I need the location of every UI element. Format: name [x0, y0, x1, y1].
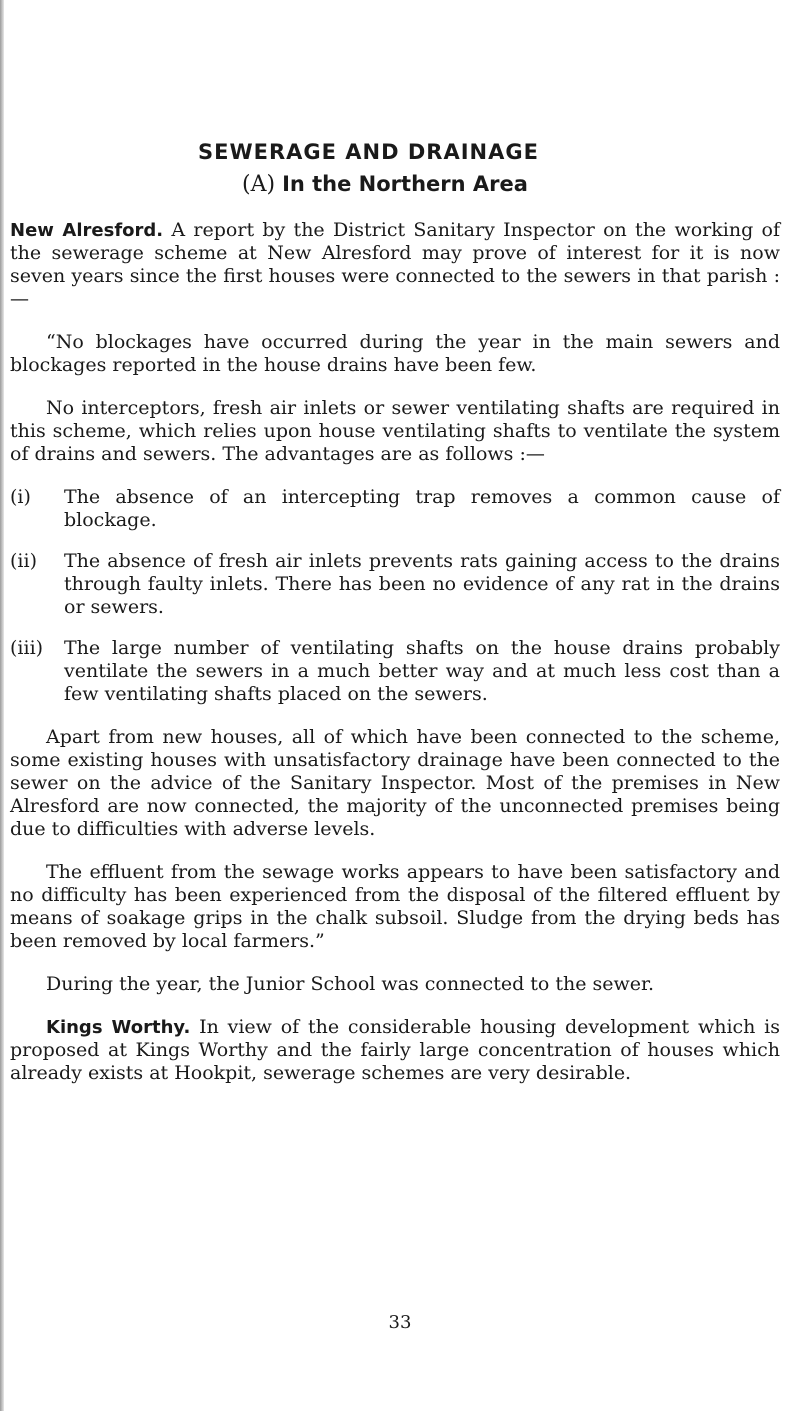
- list-item-number: (i): [10, 486, 31, 508]
- quote-paragraph-4: The effluent from the sewage works appears to have been satisfactory and no difficulty has been experienced from the disposal of the filtered effluent by means of soakage grips in the chalk subsoil. Sludge from the drying beds has been removed by local farmers.”: [10, 861, 780, 952]
- list-item: [10, 637, 780, 706]
- quote-paragraph-2: No interceptors, fresh air inlets or sewer ventilating shafts are required in this scheme, which relies upon house ventilating shafts to ventilate the system of drains and sewers. The advantages are as follows :—: [10, 397, 780, 465]
- list-item-number: (iii): [10, 637, 44, 659]
- quote-paragraph-1: “No blockages have occurred during the year in the main sewers and blockages reported in the house drains have been few.: [10, 331, 780, 376]
- new-alresford-intro-text: A report by the District Sanitary Inspector on the working of the sewerage scheme at New Alresford may prove of interest for it is now seven years since the first houses were connected to the sewers in that parish :—: [10, 219, 780, 310]
- page-number: 33: [388, 1312, 412, 1333]
- subsection-prefix: (A): [242, 172, 276, 197]
- new-alresford-intro: [10, 219, 780, 311]
- list-item-text: The large number of ventilating shafts on the house drains probably ventilate the sewers in a much better way and at much less cost than a few ventilating shafts placed on the sewers.: [64, 637, 780, 705]
- kings-worthy-run-in: Kings Worthy.: [46, 1017, 191, 1038]
- kings-worthy-paragraph: [10, 1016, 780, 1085]
- subsection-heading: [242, 170, 780, 199]
- list-item: [10, 486, 780, 532]
- quote-paragraph-3: Apart from new houses, all of which have been connected to the scheme, some existing houses with unsatisfactory drainage have been connected to the sewer on the advice of the Sanitary Inspector. Most of the premises in New Alresford are now connected, the majority of the unconnected premises being due to difficulties with adverse levels.: [10, 726, 780, 840]
- list-item-text: The absence of fresh air inlets prevents rats gaining access to the drains through faulty inlets. There has been no evidence of any rat in the drains or sewers.: [64, 550, 780, 618]
- list-item-text: The absence of an intercepting trap removes a common cause of blockage.: [64, 486, 780, 531]
- subsection-title: In the Northern Area: [282, 172, 528, 196]
- section-heading: SEWERAGE AND DRAINAGE: [198, 140, 539, 164]
- page-content: [0, 138, 780, 1105]
- new-alresford-run-in: New Alresford.: [10, 220, 164, 241]
- list-item: [10, 550, 780, 619]
- closing-paragraph: During the year, the Junior School was connected to the sewer.: [46, 973, 655, 995]
- advantages-list: [10, 486, 780, 706]
- list-item-number: (ii): [10, 550, 37, 572]
- kings-worthy-text: In view of the considerable housing development which is proposed at Kings Worthy and the fairly large concentration of houses which already exists at Hookpit, sewerage schemes are very desirable.: [10, 1016, 780, 1084]
